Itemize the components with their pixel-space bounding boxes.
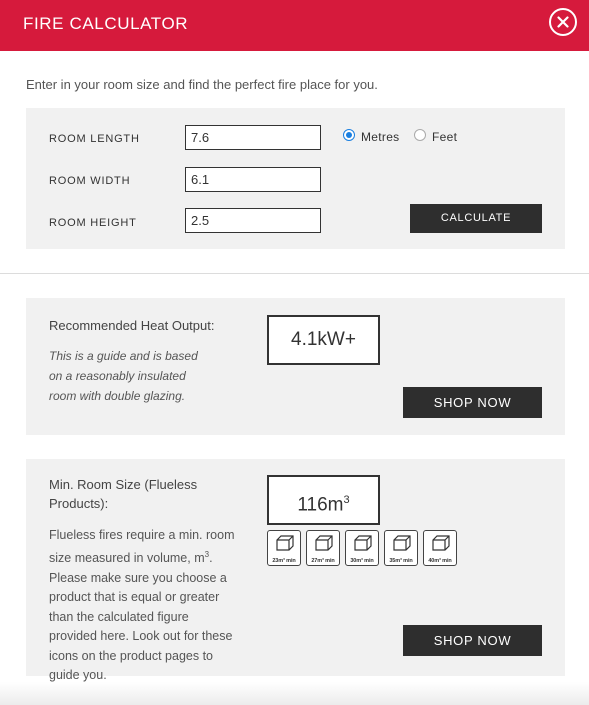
room-volume-icon xyxy=(315,535,333,551)
modal-header xyxy=(0,0,589,51)
room-volume-icon xyxy=(354,535,372,551)
room-width-label: ROOM WIDTH xyxy=(49,175,131,187)
room-volume-icon-label: 40m³ min xyxy=(428,558,452,564)
room-volume-icon xyxy=(276,535,294,551)
shop-now-button-room[interactable]: SHOP NOW xyxy=(403,625,542,656)
room-volume-icon xyxy=(432,535,450,551)
bottom-fade xyxy=(0,682,589,705)
room-size-form xyxy=(26,108,565,249)
modal-title: FIRE CALCULATOR xyxy=(23,14,189,33)
room-size-description-superscript: 3 xyxy=(204,550,210,560)
room-volume-icon-label: 30m³ min xyxy=(350,558,374,564)
room-volume-icon-35 xyxy=(384,530,418,566)
room-length-label: ROOM LENGTH xyxy=(49,133,140,145)
room-size-description-text-end: . Please make sure you choose a product that is equal or greater than the calculated figure provided here. Look out for these icons on the product pages to guide you. xyxy=(49,551,233,682)
heat-output-title: Recommended Heat Output: xyxy=(49,318,215,333)
intro-text: Enter in your room size and find the perfect fire place for you. xyxy=(26,77,378,92)
room-size-description-text: Flueless fires require a min. room size measured in volume, m xyxy=(49,528,235,566)
close-button[interactable] xyxy=(549,8,577,36)
room-volume-icon-label: 35m³ min xyxy=(389,558,413,564)
heat-output-panel xyxy=(26,298,565,435)
room-volume-icon-label: 27m³ min xyxy=(311,558,335,564)
heat-output-value: 4.1kW+ xyxy=(267,315,380,365)
metres-radio[interactable] xyxy=(343,129,355,141)
room-volume-icon-30 xyxy=(345,530,379,566)
room-size-panel xyxy=(26,459,565,682)
metres-radio-label[interactable]: Metres xyxy=(361,130,400,144)
room-height-label: ROOM HEIGHT xyxy=(49,217,137,229)
room-volume-icon-label: 23m³ min xyxy=(272,558,296,564)
room-volume-icon-40 xyxy=(423,530,457,566)
room-size-value-superscript: 3 xyxy=(343,494,350,506)
room-volume-icon-27 xyxy=(306,530,340,566)
room-size-value xyxy=(267,475,380,525)
calculate-button[interactable]: CALCULATE xyxy=(410,204,542,233)
shop-now-button-heat[interactable]: SHOP NOW xyxy=(403,387,542,418)
room-size-title: Min. Room Size (Flueless Products): xyxy=(49,477,198,511)
close-icon xyxy=(557,16,569,28)
room-size-description xyxy=(49,526,239,685)
heat-output-note: This is a guide and is based on a reasonably insulated room with double glazing. xyxy=(49,349,198,403)
room-volume-icon-23 xyxy=(267,530,301,566)
room-height-input[interactable]: 2.5 xyxy=(185,208,321,233)
divider xyxy=(0,273,589,274)
room-width-input[interactable]: 6.1 xyxy=(185,167,321,192)
room-length-input[interactable]: 7.6 xyxy=(185,125,321,150)
feet-radio[interactable] xyxy=(414,129,426,141)
room-size-value-text: 116m xyxy=(297,494,344,516)
feet-radio-label[interactable]: Feet xyxy=(432,130,458,144)
room-volume-icon xyxy=(393,535,411,551)
